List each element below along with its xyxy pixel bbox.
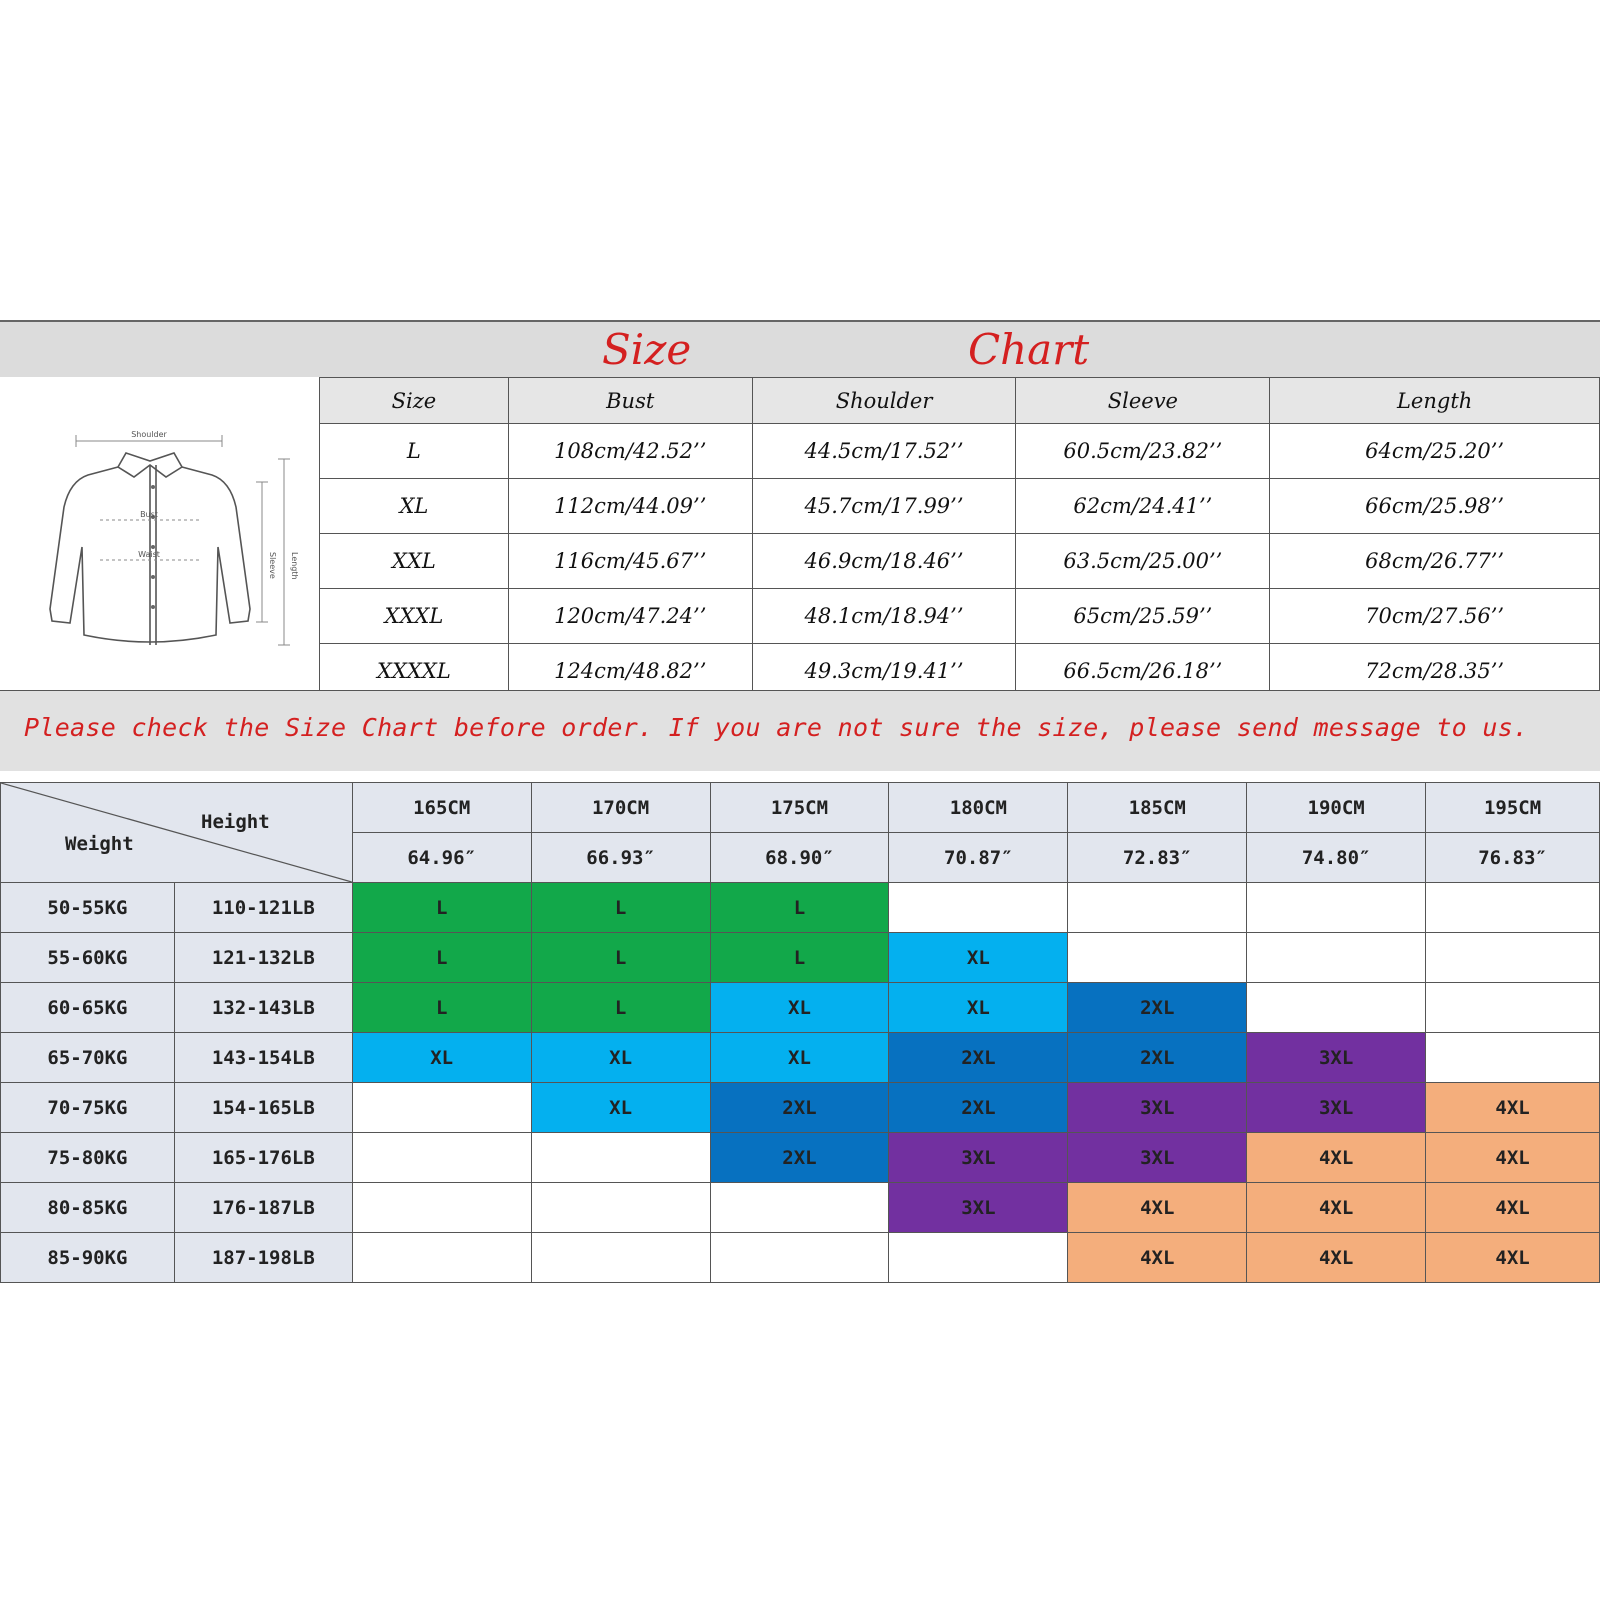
height-cm-header: 180CM (889, 783, 1068, 833)
table-row (1, 1133, 1600, 1183)
size-cell: XL (352, 1033, 531, 1083)
table-cell: 66.5cm/26.18’’ (1016, 644, 1270, 699)
size-cell: 4XL (1426, 1183, 1600, 1233)
table-cell: 72cm/28.35’’ (1270, 644, 1600, 699)
diagram-label-shoulder: Shoulder (131, 430, 167, 439)
weight-lb-label: 176-187LB (174, 1183, 352, 1233)
table-row (1, 1083, 1600, 1133)
size-cell: L (531, 883, 710, 933)
table-cell: 60.5cm/23.82’’ (1016, 424, 1270, 479)
height-in-header: 74.80″ (1247, 833, 1426, 883)
size-cell: 3XL (1247, 1033, 1426, 1083)
corner-label-height: Height (201, 811, 270, 833)
size-cell: XL (710, 983, 889, 1033)
height-in-header: 68.90″ (710, 833, 889, 883)
height-in-header: 64.96″ (352, 833, 531, 883)
size-cell: L (352, 933, 531, 983)
diagram-label-waist: Waist (138, 550, 160, 559)
column-header-sleeve: Sleeve (1016, 378, 1270, 424)
table-cell: 116cm/45.67’’ (508, 534, 752, 589)
table-cell: 120cm/47.24’’ (508, 589, 752, 644)
diagram-label-length: Length (290, 552, 299, 580)
size-cell: 4XL (1426, 1133, 1600, 1183)
height-in-header: 70.87″ (889, 833, 1068, 883)
weight-lb-label: 143-154LB (174, 1033, 352, 1083)
table-row (320, 479, 1600, 534)
weight-lb-label: 187-198LB (174, 1233, 352, 1283)
size-cell: L (531, 983, 710, 1033)
table-cell: 48.1cm/18.94’’ (752, 589, 1016, 644)
size-cell: L (710, 883, 889, 933)
size-cell (1068, 933, 1247, 983)
size-cell (531, 1133, 710, 1183)
size-cell (531, 1183, 710, 1233)
table-cell: 108cm/42.52’’ (508, 424, 752, 479)
table-row (1, 983, 1600, 1033)
height-cm-header: 190CM (1247, 783, 1426, 833)
size-cell: L (352, 983, 531, 1033)
table-cell: 64cm/25.20’’ (1270, 424, 1600, 479)
size-cell (1247, 933, 1426, 983)
table-cell: 45.7cm/17.99’’ (752, 479, 1016, 534)
size-cell: 2XL (1068, 983, 1247, 1033)
table-row (320, 534, 1600, 589)
size-cell: 4XL (1068, 1183, 1247, 1233)
corner-label-weight: Weight (65, 833, 134, 855)
size-cell (1426, 1033, 1600, 1083)
size-cell: 4XL (1247, 1233, 1426, 1283)
weight-lb-label: 132-143LB (174, 983, 352, 1033)
height-in-header: 76.83″ (1426, 833, 1600, 883)
table-cell: 62cm/24.41’’ (1016, 479, 1270, 534)
height-in-header: 72.83″ (1068, 833, 1247, 883)
table-cell: 112cm/44.09’’ (508, 479, 752, 534)
measurement-header-row (320, 378, 1600, 424)
corner-header (1, 783, 353, 883)
size-cell: 4XL (1068, 1233, 1247, 1283)
height-cm-header: 195CM (1426, 783, 1600, 833)
size-cell: XL (889, 983, 1068, 1033)
size-cell: 3XL (1247, 1083, 1426, 1133)
size-cell (352, 1083, 531, 1133)
weight-kg-label: 85-90KG (1, 1233, 175, 1283)
column-header-shoulder: Shoulder (752, 378, 1016, 424)
weight-kg-label: 50-55KG (1, 883, 175, 933)
shirt-diagram-icon (0, 377, 319, 689)
table-row (1, 1033, 1600, 1083)
height-cm-header: 170CM (531, 783, 710, 833)
size-cell: XL (889, 933, 1068, 983)
size-cell (710, 1183, 889, 1233)
weight-kg-label: 75-80KG (1, 1133, 175, 1183)
title-word-size: Size (602, 325, 692, 374)
column-header-length: Length (1270, 378, 1600, 424)
table-cell: 46.9cm/18.46’’ (752, 534, 1016, 589)
column-header-bust: Bust (508, 378, 752, 424)
weight-lb-label: 154-165LB (174, 1083, 352, 1133)
table-row (1, 933, 1600, 983)
table-cell: 66cm/25.98’’ (1270, 479, 1600, 534)
size-cell: 4XL (1247, 1183, 1426, 1233)
size-cell (710, 1233, 889, 1283)
table-cell: XL (320, 479, 509, 534)
size-cell: 4XL (1426, 1083, 1600, 1133)
table-row (1, 1183, 1600, 1233)
weight-kg-label: 80-85KG (1, 1183, 175, 1233)
size-cell (1247, 983, 1426, 1033)
table-cell: 68cm/26.77’’ (1270, 534, 1600, 589)
diagram-label-sleeve: Sleeve (268, 552, 277, 579)
table-row (1, 1233, 1600, 1283)
measurement-table (319, 377, 1600, 699)
notice-bar (0, 690, 1600, 771)
diagram-label-bust: Bust (140, 510, 158, 519)
table-row (320, 589, 1600, 644)
height-cm-header: 175CM (710, 783, 889, 833)
weight-lb-label: 165-176LB (174, 1133, 352, 1183)
height-cm-header: 165CM (352, 783, 531, 833)
table-cell: XXXL (320, 589, 509, 644)
title-word-chart: Chart (968, 325, 1090, 374)
table-cell: 70cm/27.56’’ (1270, 589, 1600, 644)
size-cell: 2XL (889, 1033, 1068, 1083)
diagonal-divider (1, 783, 352, 882)
table-cell: 65cm/25.59’’ (1016, 589, 1270, 644)
size-cell: XL (531, 1083, 710, 1133)
table-cell: 124cm/48.82’’ (508, 644, 752, 699)
size-cell (889, 883, 1068, 933)
weight-kg-label: 55-60KG (1, 933, 175, 983)
column-header-size: Size (320, 378, 509, 424)
table-cell: 63.5cm/25.00’’ (1016, 534, 1270, 589)
size-cell: 3XL (1068, 1133, 1247, 1183)
size-cell: 2XL (1068, 1033, 1247, 1083)
size-cell: 3XL (889, 1183, 1068, 1233)
height-cm-row (1, 783, 1600, 833)
size-cell: 2XL (710, 1083, 889, 1133)
size-cell: XL (710, 1033, 889, 1083)
size-cell: XL (531, 1033, 710, 1083)
notice-text: Please check the Size Chart before order. If you are not sure the size, please send message to us. (24, 713, 1529, 742)
size-cell (1247, 883, 1426, 933)
table-row (320, 424, 1600, 479)
shirt-diagram-panel (0, 377, 320, 689)
size-cell (352, 1233, 531, 1283)
weight-lb-label: 121-132LB (174, 933, 352, 983)
size-cell (889, 1233, 1068, 1283)
weight-kg-label: 65-70KG (1, 1033, 175, 1083)
table-cell: XXL (320, 534, 509, 589)
weight-kg-label: 60-65KG (1, 983, 175, 1033)
size-cell: 4XL (1247, 1133, 1426, 1183)
weight-lb-label: 110-121LB (174, 883, 352, 933)
table-cell: XXXXL (320, 644, 509, 699)
weight-kg-label: 70-75KG (1, 1083, 175, 1133)
height-in-header: 66.93″ (531, 833, 710, 883)
size-cell (1426, 983, 1600, 1033)
title-bar (0, 320, 1600, 379)
size-cell (1068, 883, 1247, 933)
size-cell: 2XL (889, 1083, 1068, 1133)
size-cell: L (531, 933, 710, 983)
table-cell: L (320, 424, 509, 479)
size-cell (1426, 933, 1600, 983)
size-chart-section (0, 320, 1600, 780)
size-cell: L (710, 933, 889, 983)
size-cell: 4XL (1426, 1233, 1600, 1283)
table-row (1, 883, 1600, 933)
size-cell (531, 1233, 710, 1283)
table-cell: 49.3cm/19.41’’ (752, 644, 1016, 699)
size-cell: 2XL (710, 1133, 889, 1183)
height-weight-table (0, 782, 1600, 1283)
size-cell: 3XL (889, 1133, 1068, 1183)
size-cell (1426, 883, 1600, 933)
size-cell (352, 1183, 531, 1233)
height-cm-header: 185CM (1068, 783, 1247, 833)
size-cell (352, 1133, 531, 1183)
size-cell: 3XL (1068, 1083, 1247, 1133)
size-cell: L (352, 883, 531, 933)
table-cell: 44.5cm/17.52’’ (752, 424, 1016, 479)
